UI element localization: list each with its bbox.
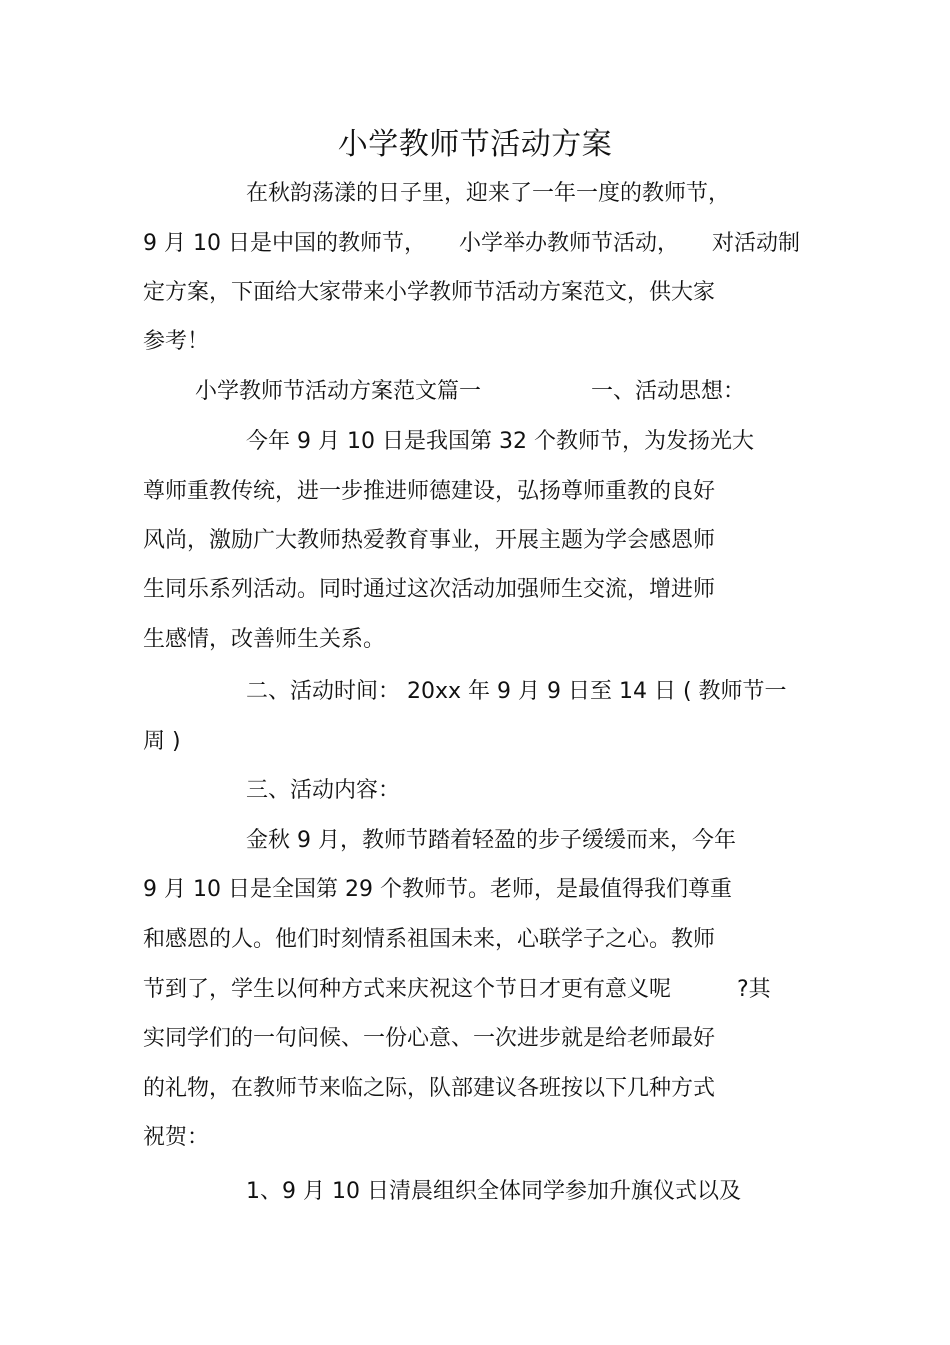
- body-line: 生感情，改善师生关系。: [143, 627, 386, 652]
- body-line: 参考！: [143, 329, 210, 354]
- body-line: 的礼物，在教师节来临之际，队部建议各班按以下几种方式: [143, 1076, 716, 1101]
- section-heading: 二、活动时间： 20xx 年 9 月 9 日至 14 日 ( 教师节一: [246, 679, 787, 704]
- body-line: 金秋 9 月，教师节踏着轻盈的步子缓缓而来，今年: [246, 828, 736, 853]
- body-line: 风尚，激励广大教师热爱教育事业，开展主题为学会感恩师: [143, 528, 716, 553]
- body-line: 今年 9 月 10 日是我国第 32 个教师节，为发扬光大: [246, 429, 754, 454]
- body-line: 9 月 10 日是全国第 29 个教师节。老师，是最值得我们尊重: [143, 877, 732, 902]
- body-line: 生同乐系列活动。同时通过这次活动加强师生交流，增进师: [143, 577, 716, 602]
- section-heading: 小学教师节活动方案范文篇一 一、活动思想：: [195, 379, 746, 404]
- list-item: 1、9 月 10 日清晨组织全体同学参加升旗仪式以及: [246, 1179, 741, 1204]
- body-line: 祝贺：: [143, 1125, 210, 1150]
- body-line: 和感恩的人。他们时刻情系祖国未来，心联学子之心。教师: [143, 927, 716, 952]
- body-line: 尊师重教传统，进一步推进师德建设，弘扬尊师重教的良好: [143, 479, 716, 504]
- section-heading: 三、活动内容：: [246, 778, 401, 803]
- body-line: 在秋韵荡漾的日子里，迎来了一年一度的教师节，: [246, 181, 731, 206]
- body-line: 节到了，学生以何种方式来庆祝这个节日才更有意义呢 ?其: [143, 977, 771, 1002]
- body-line: 实同学们的一句问候、一份心意、一次进步就是给老师最好: [143, 1026, 716, 1051]
- document-title: 小学教师节活动方案: [337, 127, 613, 162]
- body-line: 定方案，下面给大家带来小学教师节活动方案范文，供大家: [143, 280, 716, 305]
- body-line: 周 ): [143, 729, 181, 754]
- body-line: 9 月 10 日是中国的教师节， 小学举办教师节活动， 对活动制: [143, 231, 800, 256]
